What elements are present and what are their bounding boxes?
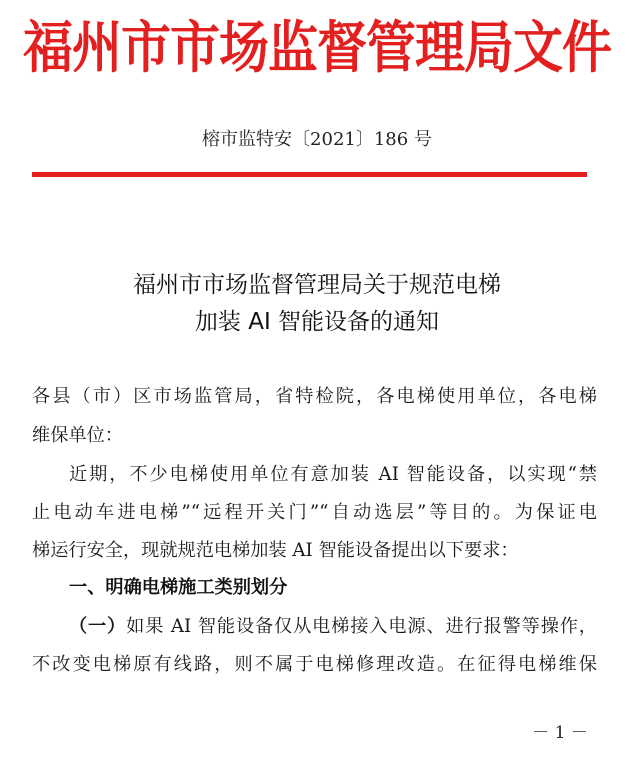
paragraph-1-line-3: 梯运行安全，现就规范电梯加装 AI 智能设备提出以下要求： xyxy=(32,540,519,561)
paragraph-1-line-1: 近期，不少电梯使用单位有意加装 AI 智能设备，以实现“禁 xyxy=(69,464,597,485)
red-separator-line xyxy=(32,172,587,177)
notice-title-line-1: 福州市市场监督管理局关于规范电梯 xyxy=(133,272,501,298)
paragraph-2-label: （一） xyxy=(69,616,127,637)
paragraph-1-line-2: 止电动车进电梯”“远程开关门”“自动选层”等目的。为保证电 xyxy=(32,502,597,523)
recipients-line-2: 维保单位： xyxy=(32,425,123,446)
issuing-authority-title: 福州市市场监督管理局文件 xyxy=(23,14,611,81)
page-number: － 1 － xyxy=(532,723,588,743)
notice-title-line-2: 加装 AI 智能设备的通知 xyxy=(194,309,440,335)
document-number: 榕市监特安〔2021〕186 号 xyxy=(202,129,432,150)
paragraph-2-line-1-text: 如果 AI 智能设备仅从电梯接入电源、进行报警等操作， xyxy=(126,616,597,637)
paragraph-2-line-2: 不改变电梯原有线路，则不属于电梯修理改造。在征得电梯维保 xyxy=(32,654,597,675)
paragraph-2-line-1 xyxy=(69,614,597,640)
recipients-line-1: 各县（市）区市场监管局，省特检院，各电梯使用单位，各电梯 xyxy=(32,386,597,407)
section-heading-1: 一、明确电梯施工类别划分 xyxy=(69,577,288,598)
